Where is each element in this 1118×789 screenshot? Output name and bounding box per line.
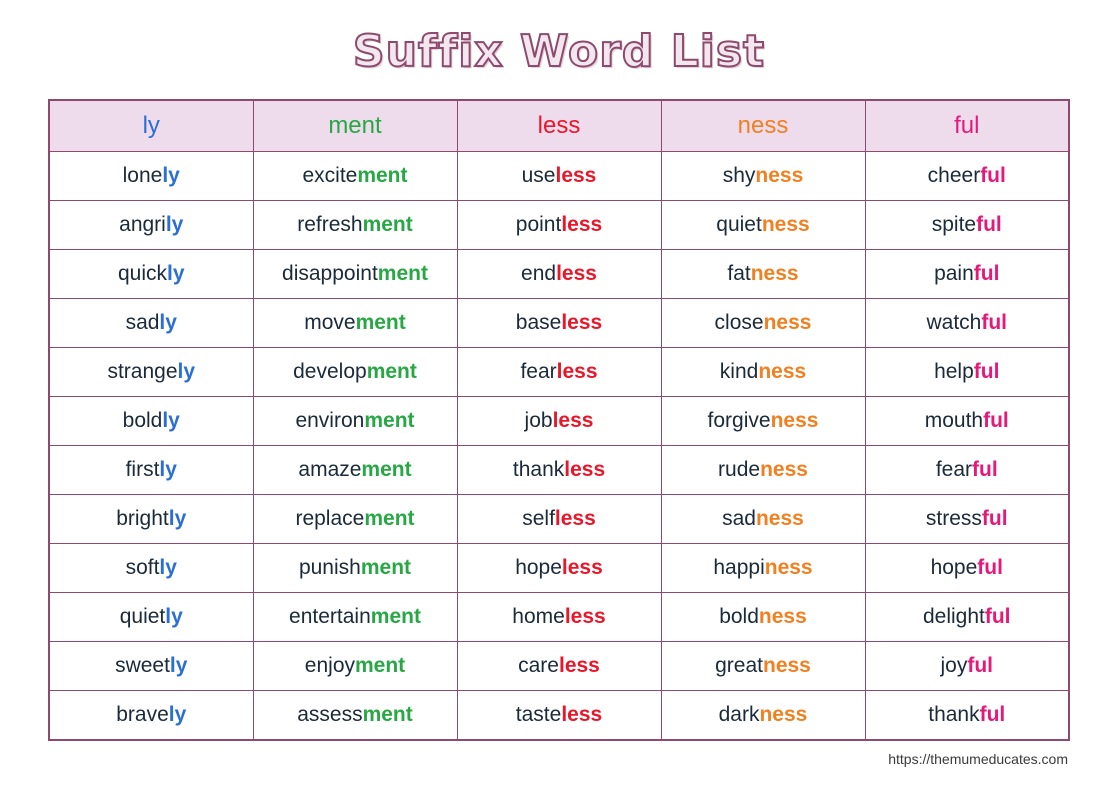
word-stem: watch <box>926 311 982 334</box>
word-stem: sad <box>125 311 160 334</box>
word-stem: spite <box>931 213 977 236</box>
word-stem: taste <box>515 703 562 726</box>
header-row <box>49 100 1069 152</box>
word-stem: joy <box>940 654 968 677</box>
word-cell <box>865 593 1069 642</box>
word-stem: use <box>521 164 556 187</box>
word-stem: quiet <box>119 605 166 628</box>
word-cell <box>253 397 457 446</box>
word-suffix: ful <box>984 605 1011 628</box>
word-stem: brave <box>116 703 169 726</box>
word-cell <box>253 691 457 741</box>
word-cell <box>457 593 661 642</box>
word-suffix: ment <box>364 409 415 432</box>
word-stem: thank <box>512 458 565 481</box>
word-stem: bold <box>719 605 759 628</box>
table-header <box>49 100 1069 152</box>
word-suffix: ness <box>750 262 799 285</box>
word-stem: great <box>715 654 763 677</box>
word-suffix: ness <box>770 409 819 432</box>
word-suffix: ment <box>355 311 406 334</box>
word-cell <box>49 348 253 397</box>
word-cell <box>865 544 1069 593</box>
word-cell <box>253 495 457 544</box>
word-cell <box>661 593 865 642</box>
word-cell <box>661 397 865 446</box>
word-suffix: ment <box>355 654 406 677</box>
word-stem: cheer <box>927 164 981 187</box>
word-suffix: ment <box>362 703 413 726</box>
word-suffix: ly <box>162 164 180 187</box>
word-stem: care <box>518 654 559 677</box>
word-suffix: less <box>561 311 603 334</box>
word-cell <box>661 348 865 397</box>
word-suffix: ly <box>159 458 177 481</box>
word-stem: kind <box>719 360 759 383</box>
word-cell <box>253 593 457 642</box>
word-stem: job <box>524 409 553 432</box>
word-cell <box>661 495 865 544</box>
word-cell <box>661 299 865 348</box>
word-suffix: less <box>552 409 594 432</box>
word-suffix: ly <box>159 311 177 334</box>
word-cell <box>865 642 1069 691</box>
word-suffix: ly <box>165 605 183 628</box>
word-stem: sad <box>722 507 756 530</box>
word-stem: bright <box>116 507 169 530</box>
word-suffix: ly <box>162 409 180 432</box>
word-suffix: ness <box>755 164 804 187</box>
suffix-table <box>48 99 1070 741</box>
word-stem: develop <box>293 360 367 383</box>
word-stem: point <box>515 213 562 236</box>
word-suffix: ment <box>364 507 415 530</box>
word-suffix: less <box>554 507 596 530</box>
word-suffix: ment <box>360 556 412 579</box>
word-suffix: ful <box>973 360 1000 383</box>
word-stem: refresh <box>297 213 363 236</box>
table-row <box>49 201 1069 250</box>
word-stem: thank <box>928 703 980 726</box>
word-suffix: ness <box>764 556 813 579</box>
word-suffix: ness <box>758 605 807 628</box>
word-stem: fat <box>727 262 751 285</box>
word-suffix: less <box>558 654 600 677</box>
word-cell <box>661 250 865 299</box>
word-cell <box>457 446 661 495</box>
word-stem: lone <box>122 164 163 187</box>
word-cell <box>253 250 457 299</box>
word-cell <box>457 544 661 593</box>
table-body <box>49 152 1069 741</box>
word-cell <box>457 495 661 544</box>
word-stem: strange <box>107 360 178 383</box>
word-suffix: less <box>564 458 606 481</box>
word-stem: close <box>714 311 764 334</box>
word-suffix: ly <box>167 262 185 285</box>
word-cell <box>661 446 865 495</box>
word-cell <box>865 495 1069 544</box>
word-stem: pain <box>934 262 974 285</box>
word-suffix: less <box>556 262 597 285</box>
word-suffix: ness <box>758 360 807 383</box>
word-cell <box>49 397 253 446</box>
word-suffix: ful <box>979 703 1006 726</box>
word-stem: fear <box>935 458 973 481</box>
word-suffix: ly <box>159 556 177 579</box>
table-row <box>49 544 1069 593</box>
table-row <box>49 593 1069 642</box>
word-cell <box>49 152 253 201</box>
word-suffix: ment <box>366 360 417 383</box>
word-stem: quiet <box>716 213 762 236</box>
word-cell <box>49 495 253 544</box>
word-cell <box>457 691 661 741</box>
word-cell <box>865 446 1069 495</box>
word-stem: end <box>521 262 557 285</box>
word-cell <box>49 250 253 299</box>
table-row <box>49 397 1069 446</box>
word-suffix: less <box>556 360 598 383</box>
word-suffix: ful <box>980 164 1006 187</box>
word-cell <box>457 299 661 348</box>
table-row <box>49 691 1069 741</box>
word-cell <box>49 593 253 642</box>
word-suffix: ness <box>755 507 804 530</box>
word-suffix: ly <box>168 507 187 530</box>
word-suffix: ment <box>370 605 421 628</box>
source-credit: https://themumeducates.com <box>888 751 1068 767</box>
word-cell <box>253 201 457 250</box>
word-stem: amaze <box>298 458 362 481</box>
word-cell <box>49 642 253 691</box>
word-suffix: ful <box>967 654 993 677</box>
word-stem: fear <box>520 360 557 383</box>
table-row <box>49 250 1069 299</box>
column-header-ness: ness <box>661 100 865 152</box>
word-suffix: ness <box>759 703 808 726</box>
word-cell <box>49 544 253 593</box>
word-cell <box>49 691 253 741</box>
word-cell <box>865 397 1069 446</box>
column-header-ment: ment <box>253 100 457 152</box>
word-cell <box>253 299 457 348</box>
word-cell <box>865 250 1069 299</box>
word-cell <box>49 446 253 495</box>
word-cell <box>865 299 1069 348</box>
word-stem: bold <box>122 409 163 432</box>
column-header-ly: ly <box>49 100 253 152</box>
column-header-less: less <box>457 100 661 152</box>
word-suffix: ly <box>165 213 184 236</box>
table-row <box>49 495 1069 544</box>
word-stem: replace <box>295 507 365 530</box>
word-cell <box>661 691 865 741</box>
table-row <box>49 299 1069 348</box>
word-cell <box>457 642 661 691</box>
word-suffix: ness <box>761 213 810 236</box>
word-stem: mouth <box>924 409 984 432</box>
word-cell <box>865 348 1069 397</box>
word-suffix: ly <box>177 360 196 383</box>
word-stem: sweet <box>115 654 170 677</box>
word-cell <box>253 642 457 691</box>
word-suffix: less <box>555 164 597 187</box>
word-stem: first <box>125 458 160 481</box>
word-stem: home <box>512 605 565 628</box>
word-suffix: ful <box>977 556 1003 579</box>
word-stem: hope <box>930 556 978 579</box>
word-cell <box>661 152 865 201</box>
word-cell <box>865 691 1069 741</box>
word-stem: angri <box>119 213 166 236</box>
word-suffix: ment <box>357 164 408 187</box>
word-stem: base <box>515 311 562 334</box>
word-cell <box>49 299 253 348</box>
word-stem: punish <box>298 556 361 579</box>
word-stem: dark <box>718 703 760 726</box>
word-suffix: less <box>561 213 603 236</box>
word-suffix: less <box>561 556 603 579</box>
word-cell <box>457 250 661 299</box>
word-suffix: ful <box>976 213 1002 236</box>
word-cell <box>661 544 865 593</box>
word-suffix: ment <box>377 262 428 285</box>
table-row <box>49 642 1069 691</box>
word-cell <box>253 544 457 593</box>
word-cell <box>253 446 457 495</box>
word-stem: excite <box>302 164 358 187</box>
table-row <box>49 348 1069 397</box>
word-suffix: ness <box>763 654 811 677</box>
word-cell <box>49 201 253 250</box>
word-stem: entertain <box>289 605 371 628</box>
word-cell <box>661 201 865 250</box>
word-stem: stress <box>925 507 982 530</box>
word-stem: self <box>522 507 555 530</box>
word-stem: hope <box>515 556 562 579</box>
word-suffix: less <box>561 703 603 726</box>
word-cell <box>457 397 661 446</box>
word-stem: help <box>934 360 974 383</box>
word-stem: rude <box>718 458 761 481</box>
word-cell <box>865 201 1069 250</box>
word-stem: happi <box>713 556 765 579</box>
word-stem: disappoint <box>282 262 378 285</box>
page-title: Suffix Word List <box>352 26 766 77</box>
word-suffix: ful <box>983 409 1009 432</box>
word-cell <box>865 152 1069 201</box>
word-cell <box>661 642 865 691</box>
word-stem: delight <box>922 605 985 628</box>
word-cell <box>457 152 661 201</box>
table-row <box>49 152 1069 201</box>
word-suffix: ness <box>760 458 808 481</box>
word-suffix: ness <box>763 311 812 334</box>
word-stem: soft <box>125 556 160 579</box>
word-stem: quick <box>117 262 167 285</box>
word-cell <box>253 348 457 397</box>
word-suffix: ly <box>168 703 187 726</box>
word-suffix: ful <box>972 458 998 481</box>
word-stem: assess <box>297 703 363 726</box>
word-stem: environ <box>295 409 365 432</box>
column-header-ful: ful <box>865 100 1069 152</box>
suffix-table-container <box>48 99 1070 741</box>
word-suffix: less <box>564 605 606 628</box>
word-suffix: ment <box>362 213 413 236</box>
word-suffix: ful <box>981 311 1007 334</box>
word-suffix: ment <box>361 458 412 481</box>
word-stem: forgive <box>707 409 771 432</box>
word-suffix: ly <box>169 654 188 677</box>
word-suffix: ful <box>973 262 1000 285</box>
table-row <box>49 446 1069 495</box>
word-stem: move <box>304 311 356 334</box>
word-cell <box>457 201 661 250</box>
word-stem: shy <box>722 164 756 187</box>
word-suffix: ful <box>981 507 1008 530</box>
word-stem: enjoy <box>304 654 355 677</box>
word-cell <box>253 152 457 201</box>
word-cell <box>457 348 661 397</box>
